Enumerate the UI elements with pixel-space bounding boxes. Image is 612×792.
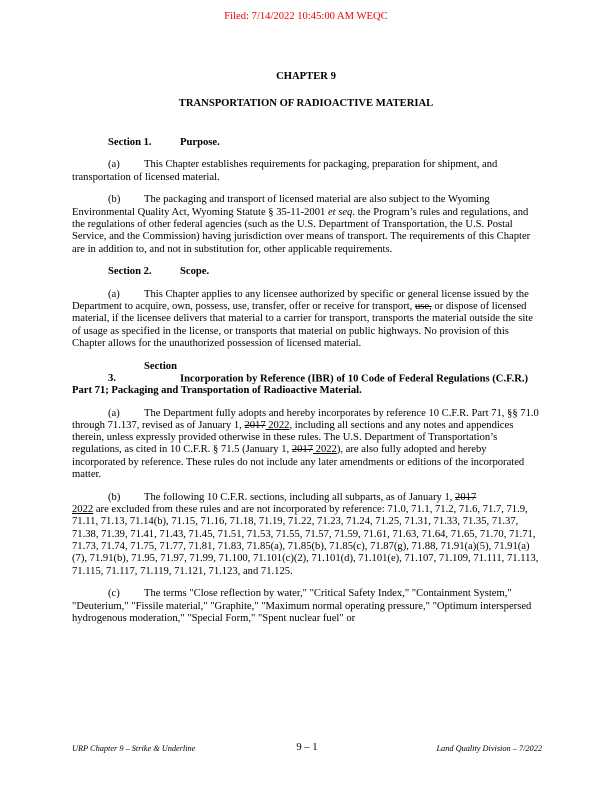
underlined-text: 2022 [72, 504, 94, 516]
section-title: Incorporation by Reference (IBR) of 10 Code of Federal Regulations (C.F.R.) Part 71; Packaging and Transportation of Radioactive Material. [72, 372, 529, 397]
struck-text: 2017 [291, 444, 314, 456]
paragraph-text: The following 10 C.F.R. sections, including all subparts, as of January 1, [144, 491, 456, 503]
struck-text: 2017 [244, 419, 266, 431]
section-2-heading [72, 266, 542, 278]
section-2-paragraph-a [72, 289, 542, 350]
document-body [72, 137, 542, 636]
section-number: Section 2. [108, 266, 152, 278]
section-1-paragraph-a [72, 159, 542, 184]
paragraph-label: (b) [108, 194, 121, 206]
paragraph-text: The packaging and transport of licensed material are also subject to the Wyoming Environmental Quality Act, Wyoming Statute § 35-11-2001 [72, 194, 490, 218]
section-title: Scope. [180, 266, 210, 278]
paragraph-label: (b) [108, 491, 121, 503]
section-3-paragraph-a [72, 408, 542, 482]
footer-left: URP Chapter 9 – Strike & Underline [72, 744, 196, 753]
paragraph-text: The terms "Close reflection by water," "Critical Safety Index," "Containment System," "Deuterium," "Fissile material," "Graphite," "Maximum normal operating pressure," "Optimum interspersed hydrogenous moderation," "Special Form," "Spent nuclear fuel" or [72, 588, 532, 624]
paragraph-label: (a) [108, 407, 120, 419]
paragraph-label: (a) [108, 159, 120, 171]
italic-text: et seq [327, 206, 353, 218]
underlined-text: 2022 [313, 444, 337, 456]
section-3-heading [72, 361, 542, 398]
underlined-text: 2022 [265, 419, 290, 431]
filed-stamp: Filed: 7/14/2022 10:45:00 AM WEQC [224, 11, 388, 22]
paragraph-text: This Chapter establishes requirements for packaging, preparation for shipment, and transportation of licensed material. [72, 159, 498, 183]
paragraph-text: or dispose of licensed material, if the licensee delivers that material to a carrier for transport, transports the material outside the site of usage as specified in the license, or transports that material on public highways. No provision of this Chapter allows for the unauthorized possession of licensed material. [72, 300, 533, 349]
section-number: Section 1. [108, 137, 152, 148]
paragraph-text: are excluded from these rules and are not incorporated by reference: 71.0, 71.1, 71.2, 71.6, 71.7, 71.9, 71.11, 71.13, 71.14(b), 71.15, 71.16, 71.18, 71.19, 71.22, 71.23, 71.24, 71.25, 71.31, 71.33, 71.35, 71.37, 71.38, 71.39, 71.41, 71.43, 71.45, 71.51, 71.53, 71.55, 71.57, 71.59, 71.61, 71.63, 71.64, 71.65, 71.70, 71.71, 71.73, 71.74, 71.75, 71.77, 71.81, 71.83, 71.85(a), 71.85(b), 71.85(c), 71.87(g), 71.88, 71.91(a)(5), 71.91(a)(7), 71.91(b), 71.95, 71.97, 71.99, 71.100, 71.101(c)(2), 71.101(d), 71.101(e), 71.107, 71.109, 71.111, 71.113, 71.115, 71.117, 71.119, 71.121, 71.123, and 71.125. [72, 504, 539, 577]
paragraph-text: The Department fully adopts and hereby incorporates by reference 10 C.F.R. Part 71, §§ 71.0 through 71.137, revised as of January 1, [72, 407, 539, 431]
section-3-paragraph-b [72, 492, 542, 578]
struck-text: 2017 [455, 491, 477, 503]
paragraph-text: ), are also fully adopted and hereby incorporated by reference. These rules do not include any later amendments or editions of the incorporated matter. [72, 444, 525, 481]
paragraph-text: This Chapter applies to any licensee authorized by specific or general license issued by the Department to acquire, own, possess, use, transfer, offer or receive for transport, [72, 288, 529, 312]
section-1-heading [72, 137, 542, 149]
paragraph-text: . the Program’s rules and regulations, and the regulations of other federal agencies (such as the U.S. Department of Transportation, the U.S. Postal Service, and the Commission) having jurisdiction over means of transport. The requirements of this Chapter are in addition to, and not in substitution for, other applicable requirements. [72, 206, 531, 255]
footer-right: Land Quality Division – 7/2022 [436, 744, 542, 753]
struck-text: use, [414, 300, 432, 312]
chapter-title: TRANSPORTATION OF RADIOACTIVE MATERIAL [178, 98, 434, 109]
section-number: Section 3. [108, 360, 177, 384]
paragraph-label: (a) [108, 288, 120, 300]
section-1-paragraph-b [72, 194, 542, 255]
paragraph-label: (c) [108, 588, 120, 600]
paragraph-text: , including all sections and any notes and appendices therein, unless expressly provided otherwise in these rules. The U.S. Department of Transportation’s regulations, as cited in 10 C.F.R. § 71.5 (January 1, [72, 419, 514, 456]
chapter-heading: CHAPTER 9 [276, 71, 336, 82]
section-title: Purpose. [180, 137, 220, 148]
section-3-paragraph-c [72, 588, 542, 625]
page-number: 9 – 1 [296, 742, 318, 753]
